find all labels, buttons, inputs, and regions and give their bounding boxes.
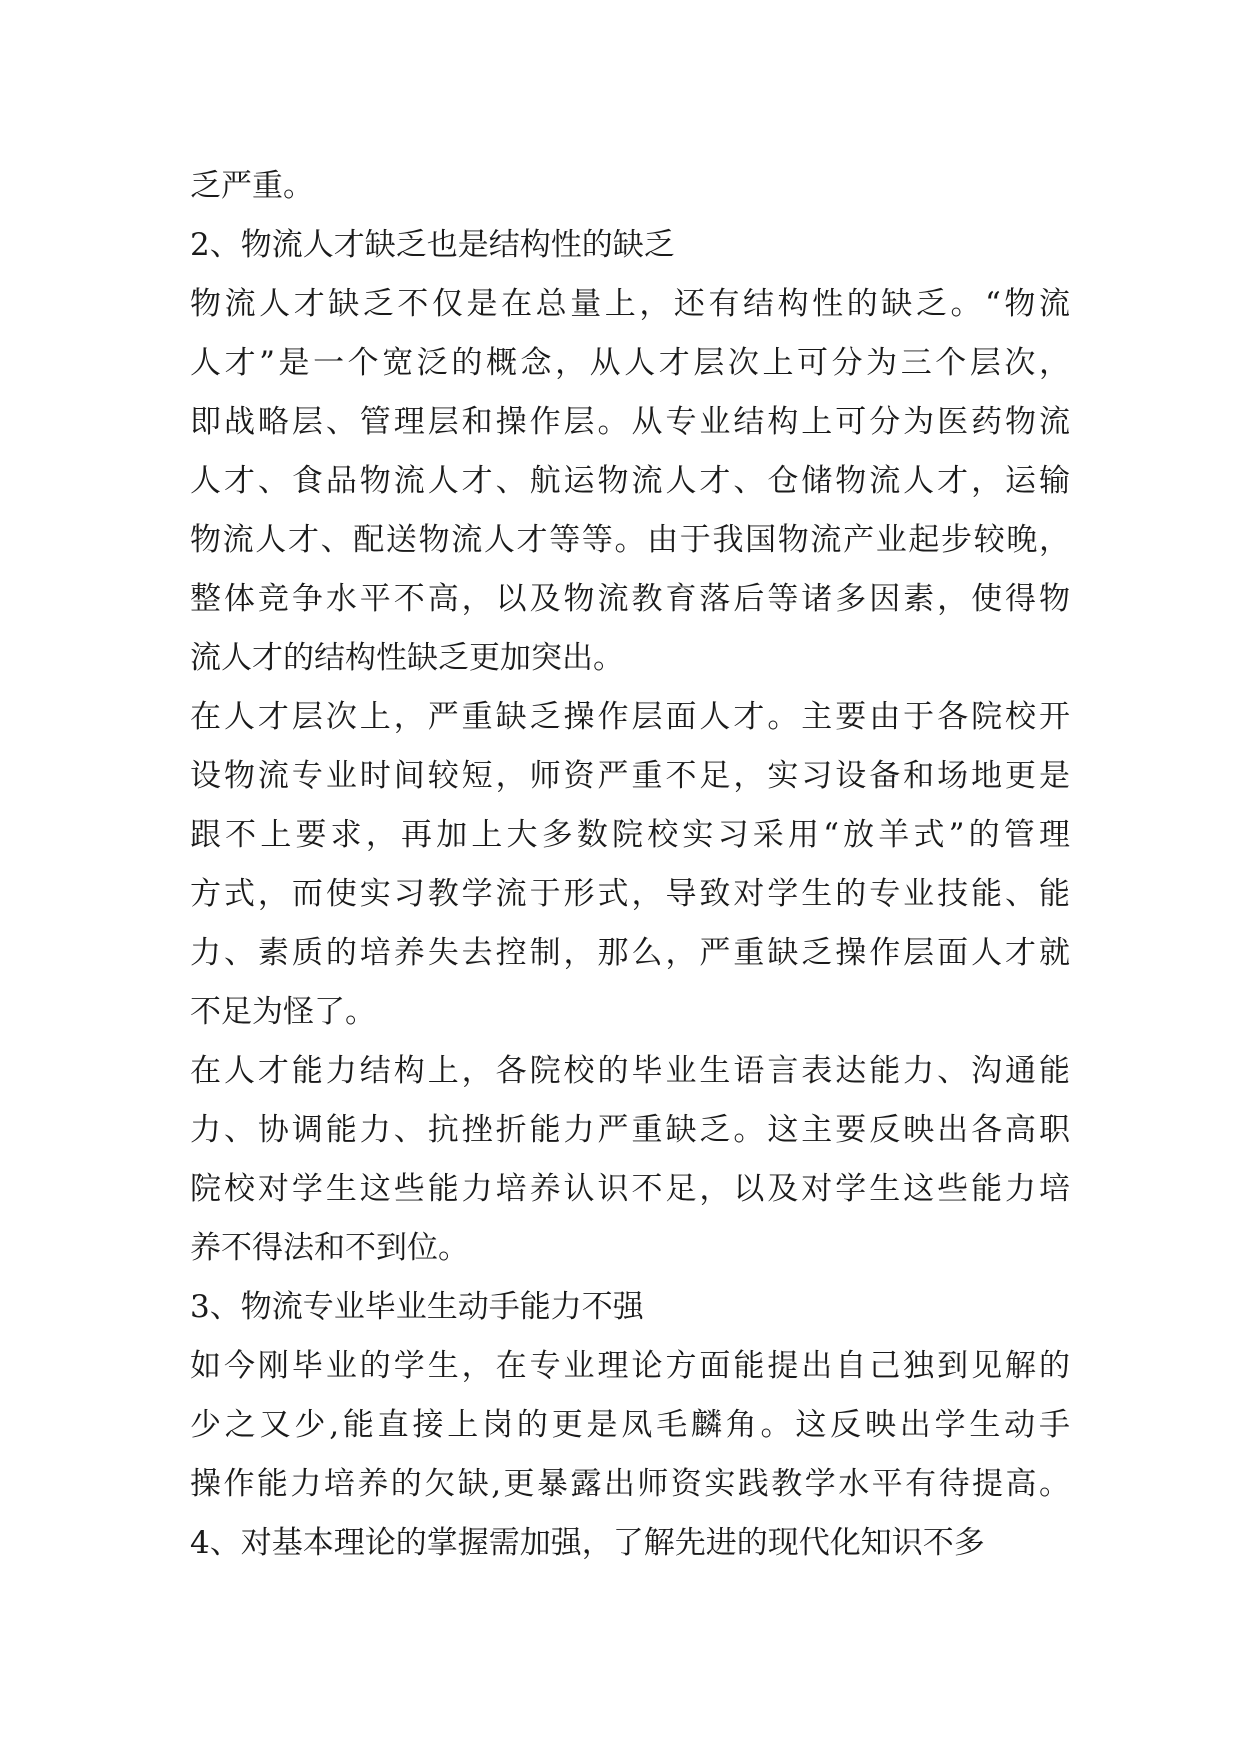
- paragraph-line: 流人才的结构性缺乏更加突出。: [190, 640, 624, 676]
- document-body: [190, 157, 1070, 1573]
- paragraph-line: 设物流专业时间较短，师资严重不足，实习设备和场地更是: [190, 758, 1070, 794]
- paragraph-line: 整体竞争水平不高，以及物流教育落后等诸多因素，使得物: [190, 581, 1070, 617]
- paragraph-line: 力、协调能力、抗挫折能力严重缺乏。这主要反映出各高职: [190, 1112, 1070, 1148]
- section-heading: 2、物流人才缺乏也是结构性的缺乏: [190, 227, 675, 263]
- section-heading: 3、物流专业毕业生动手能力不强: [190, 1289, 644, 1325]
- paragraph-line: 跟不上要求，再加上大多数院校实习采用“放羊式”的管理: [190, 817, 1070, 853]
- section-heading: 4、对基本理论的掌握需加强，了解先进的现代化知识不多: [190, 1525, 985, 1561]
- paragraph-line: 院校对学生这些能力培养认识不足，以及对学生这些能力培: [190, 1171, 1070, 1207]
- paragraph-line: 如今刚毕业的学生，在专业理论方面能提出自己独到见解的: [190, 1348, 1070, 1384]
- paragraph-line: 乏严重。: [190, 168, 314, 204]
- paragraph-line: 操作能力培养的欠缺,更暴露出师资实践教学水平有待提高。: [190, 1466, 1070, 1502]
- paragraph-line: 物流人才、配送物流人才等等。由于我国物流产业起步较晚，: [190, 522, 1070, 558]
- paragraph-line: 在人才能力结构上，各院校的毕业生语言表达能力、沟通能: [190, 1053, 1070, 1089]
- paragraph-line: 在人才层次上，严重缺乏操作层面人才。主要由于各院校开: [190, 699, 1070, 735]
- paragraph-line: 物流人才缺乏不仅是在总量上，还有结构性的缺乏。“物流: [190, 286, 1070, 322]
- paragraph-line: 养不得法和不到位。: [190, 1230, 469, 1266]
- paragraph-line: 方式，而使实习教学流于形式，导致对学生的专业技能、能: [190, 876, 1070, 912]
- paragraph-line: 少之又少,能直接上岗的更是凤毛麟角。这反映出学生动手: [190, 1407, 1070, 1443]
- paragraph-line: 人才、食品物流人才、航运物流人才、仓储物流人才，运输: [190, 463, 1070, 499]
- paragraph-line: 即战略层、管理层和操作层。从专业结构上可分为医药物流: [190, 404, 1070, 440]
- paragraph-line: 不足为怪了。: [190, 994, 376, 1030]
- paragraph-line: 人才”是一个宽泛的概念，从人才层次上可分为三个层次，: [190, 345, 1070, 381]
- paragraph-line: 力、素质的培养失去控制，那么，严重缺乏操作层面人才就: [190, 935, 1070, 971]
